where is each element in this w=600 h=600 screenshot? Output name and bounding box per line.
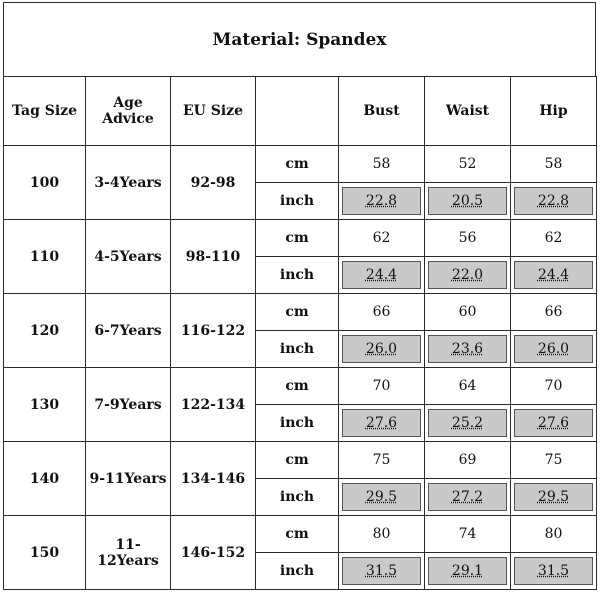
eu-size-cell: 116-122 — [171, 294, 256, 368]
hip-inch-cell — [511, 553, 597, 590]
unit-inch-label: inch — [256, 405, 339, 442]
hip-cm-cell: 75 — [511, 442, 597, 479]
header-row — [4, 77, 597, 146]
waist-cm-cell: 69 — [425, 442, 511, 479]
hip-inch-value: 24.4 — [514, 261, 593, 289]
hip-inch-value: 27.6 — [514, 409, 593, 437]
eu-size-cell: 122-134 — [171, 368, 256, 442]
unit-cm-label: cm — [256, 516, 339, 553]
waist-cm-cell: 64 — [425, 368, 511, 405]
hip-cm-cell: 70 — [511, 368, 597, 405]
hip-cm-cell: 58 — [511, 146, 597, 183]
age-advice-cell: 4-5Years — [86, 220, 171, 294]
waist-inch-value: 20.5 — [428, 187, 507, 215]
hip-inch-value: 31.5 — [514, 557, 593, 585]
eu-size-cell: 92-98 — [171, 146, 256, 220]
header-tag-size: Tag Size — [4, 77, 86, 146]
unit-cm-label: cm — [256, 442, 339, 479]
unit-inch-label: inch — [256, 479, 339, 516]
unit-cm-label: cm — [256, 220, 339, 257]
table-row-cm — [4, 146, 597, 183]
bust-cm-cell: 70 — [339, 368, 425, 405]
tag-size-cell: 140 — [4, 442, 86, 516]
waist-inch-value: 29.1 — [428, 557, 507, 585]
size-table — [3, 76, 597, 590]
age-advice-cell: 6-7Years — [86, 294, 171, 368]
hip-inch-value: 26.0 — [514, 335, 593, 363]
bust-inch-value: 31.5 — [342, 557, 421, 585]
hip-inch-cell — [511, 257, 597, 294]
waist-inch-cell — [425, 479, 511, 516]
unit-cm-label: cm — [256, 146, 339, 183]
bust-inch-value: 22.8 — [342, 187, 421, 215]
waist-cm-cell: 74 — [425, 516, 511, 553]
bust-inch-cell — [339, 331, 425, 368]
bust-inch-cell — [339, 553, 425, 590]
hip-cm-cell: 62 — [511, 220, 597, 257]
hip-inch-cell — [511, 479, 597, 516]
bust-inch-cell — [339, 479, 425, 516]
waist-inch-cell — [425, 553, 511, 590]
material-title: Material: Spandex — [3, 2, 596, 76]
bust-inch-value: 29.5 — [342, 483, 421, 511]
waist-inch-cell — [425, 257, 511, 294]
bust-cm-cell: 80 — [339, 516, 425, 553]
table-row-cm — [4, 368, 597, 405]
bust-cm-cell: 58 — [339, 146, 425, 183]
age-advice-cell: 7-9Years — [86, 368, 171, 442]
header-bust: Bust — [339, 77, 425, 146]
hip-inch-value: 22.8 — [514, 187, 593, 215]
eu-size-cell: 146-152 — [171, 516, 256, 590]
waist-cm-cell: 60 — [425, 294, 511, 331]
header-unit — [256, 77, 339, 146]
hip-inch-cell — [511, 183, 597, 220]
unit-inch-label: inch — [256, 183, 339, 220]
size-chart — [3, 2, 596, 595]
hip-inch-cell — [511, 405, 597, 442]
size-rows — [4, 146, 597, 590]
waist-inch-value: 23.6 — [428, 335, 507, 363]
hip-cm-cell: 80 — [511, 516, 597, 553]
table-row-cm — [4, 516, 597, 553]
bust-inch-cell — [339, 257, 425, 294]
waist-inch-cell — [425, 331, 511, 368]
eu-size-cell: 98-110 — [171, 220, 256, 294]
bust-cm-cell: 62 — [339, 220, 425, 257]
bust-inch-cell — [339, 183, 425, 220]
bust-inch-value: 27.6 — [342, 409, 421, 437]
age-advice-cell: 11-12Years — [86, 516, 171, 590]
header-hip: Hip — [511, 77, 597, 146]
waist-inch-value: 27.2 — [428, 483, 507, 511]
tag-size-cell: 150 — [4, 516, 86, 590]
waist-inch-value: 22.0 — [428, 261, 507, 289]
unit-cm-label: cm — [256, 294, 339, 331]
bust-inch-cell — [339, 405, 425, 442]
unit-inch-label: inch — [256, 257, 339, 294]
table-row-cm — [4, 442, 597, 479]
tag-size-cell: 110 — [4, 220, 86, 294]
bust-cm-cell: 66 — [339, 294, 425, 331]
header-age-advice: Age Advice — [86, 77, 171, 146]
tag-size-cell: 130 — [4, 368, 86, 442]
bust-inch-value: 24.4 — [342, 261, 421, 289]
tag-size-cell: 120 — [4, 294, 86, 368]
unit-cm-label: cm — [256, 368, 339, 405]
age-advice-cell: 3-4Years — [86, 146, 171, 220]
hip-inch-value: 29.5 — [514, 483, 593, 511]
waist-cm-cell: 52 — [425, 146, 511, 183]
unit-inch-label: inch — [256, 553, 339, 590]
hip-cm-cell: 66 — [511, 294, 597, 331]
unit-inch-label: inch — [256, 331, 339, 368]
tag-size-cell: 100 — [4, 146, 86, 220]
waist-inch-cell — [425, 183, 511, 220]
hip-inch-cell — [511, 331, 597, 368]
age-advice-cell: 9-11Years — [86, 442, 171, 516]
bust-inch-value: 26.0 — [342, 335, 421, 363]
header-eu-size: EU Size — [171, 77, 256, 146]
table-row-cm — [4, 220, 597, 257]
waist-inch-value: 25.2 — [428, 409, 507, 437]
waist-inch-cell — [425, 405, 511, 442]
waist-cm-cell: 56 — [425, 220, 511, 257]
header-waist: Waist — [425, 77, 511, 146]
bust-cm-cell: 75 — [339, 442, 425, 479]
table-row-cm — [4, 294, 597, 331]
eu-size-cell: 134-146 — [171, 442, 256, 516]
